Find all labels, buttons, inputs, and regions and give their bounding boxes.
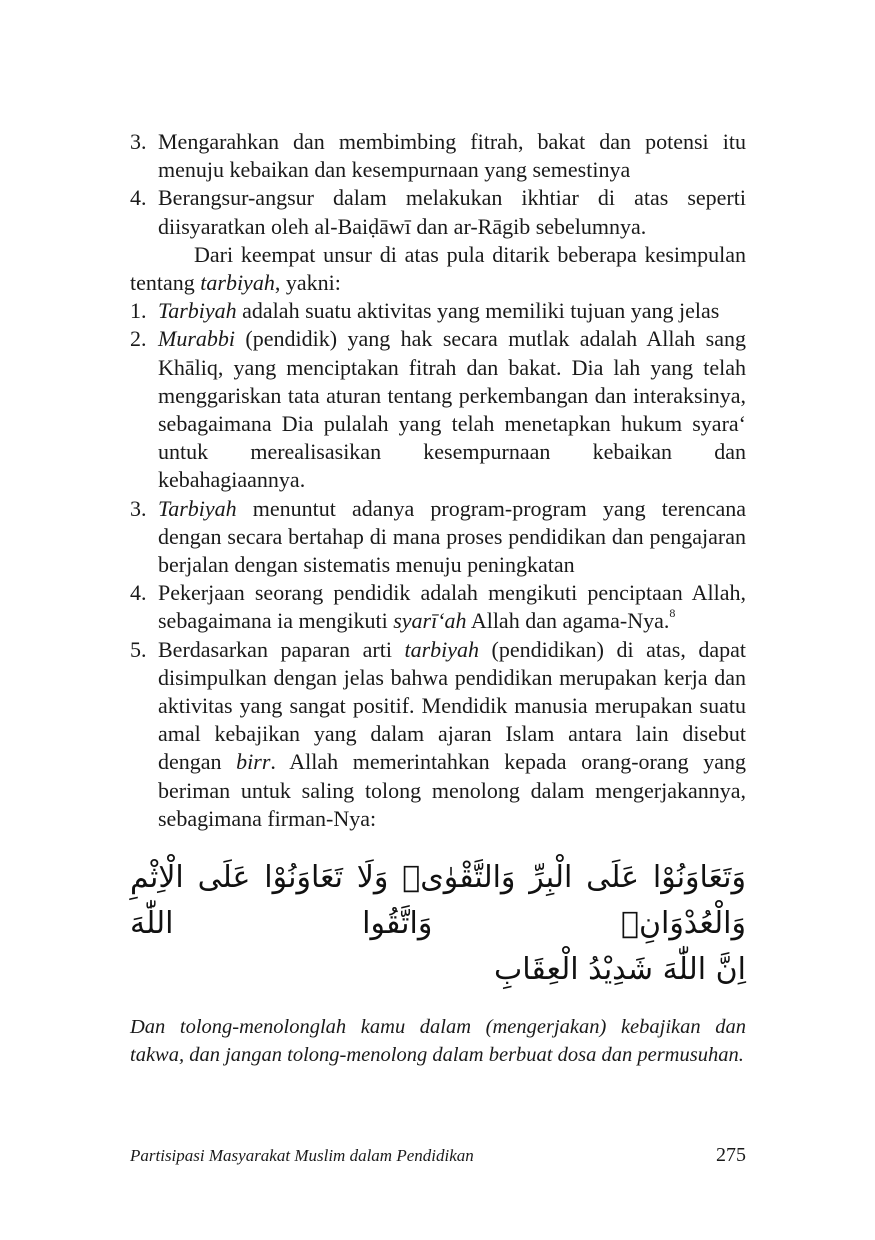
verse-translation: Dan tolong-menolonglah kamu dalam (mengerjakan) kebajikan dan takwa, dan jangan tolong-menolong dalam berbuat dosa dan permusuhan. [130,1016,746,1067]
list-text: Tarbiyah menuntut adanya program-program yang terencana dengan secara bertahap di mana proses pendidikan dan pengajaran berjalan dengan sistematis menuju peningkatan [158,495,746,578]
footnote-marker: 8 [669,606,676,621]
quran-verse [130,855,746,993]
conclusion-item-2 [130,325,746,494]
list-text: Berangsur-angsur dalam melakukan ikhtiar di atas seperti diisyaratkan oleh al-Baiḍāwī dan ar-Rāgib sebelumnya. [158,185,746,239]
quran-verse-line-2: اِنَّ اللّٰهَ شَدِيْدُ الْعِقَابِ [494,952,746,988]
conclusion-item-4 [130,579,746,635]
list-text: Pekerjaan seorang pendidik adalah mengikuti penciptaan Allah, sebagaimana ia mengikuti syarī‘ah Allah dan agama-Nya.$^8$ [158,580,746,634]
list-text: Mengarahkan dan membimbing fitrah, bakat dan potensi itu menuju kebaikan dan kesempurnaan yang semestinya [158,129,746,183]
running-title: Partisipasi Masyarakat Muslim dalam Pendidikan [130,1146,474,1165]
list-number: 1. [130,298,147,324]
page-body [130,128,746,1069]
list-number: 3. [130,495,147,521]
list-item [130,128,746,184]
term-tarbiyah: tarbiyah [200,270,275,296]
page-footer [130,1144,746,1167]
list-number: 5. [130,636,147,662]
list-text: Berdasarkan paparan arti tarbiyah (pendidikan) di atas, dapat disimpulkan dengan jelas bahwa pendidikan merupakan kerja dan aktivitas yang sangat positif. Mendidik manusia merupakan suatu amal kebajikan yang dalam ajaran Islam antara lain disebut dengan birr. Allah memerintahkan kepada orang-orang yang beriman untuk saling tolong menolong dalam mengerjakannya, sebagimana firman-Nya: [158,636,746,831]
conclusion-item-3 [130,495,746,580]
list-text: Tarbiyah adalah suatu aktivitas yang memiliki tujuan yang jelas [158,298,720,324]
conclusion-item-5 [130,636,746,833]
list-number: 3. [130,129,147,154]
intro-paragraph: Dari keempat unsur di atas pula ditarik beberapa kesimpulan tentang tarbiyah, yakni: [130,241,746,296]
page-number: 275 [716,1144,746,1166]
list-number: 2. [130,326,147,352]
conclusion-item-1 [130,297,746,325]
list-number: 4. [130,580,147,606]
list-item [130,184,746,240]
list-text: Murabbi (pendidik) yang hak secara mutlak adalah Allah sang Khāliq, yang menciptakan fitrah dan bakat. Dia lah yang telah menggariskan tata aturan tentang perkembangan dan interaksinya, sebagaimana Dia pulalah yang telah menetapkan hukum syara‘ untuk merealisasikan kesempurnaan kebaikan dan kebahagiaannya. [158,326,746,493]
list-number: 4. [130,185,147,211]
quran-verse-line-1: وَتَعَاوَنُوْا عَلَى الْبِرِّ وَالتَّقْوٰىۖ وَلَا تَعَاوَنُوْا عَلَى الْاِثْمِ وَالْعُدْوَانِۖ وَاتَّقُوا اللّٰهَ [130,860,746,942]
